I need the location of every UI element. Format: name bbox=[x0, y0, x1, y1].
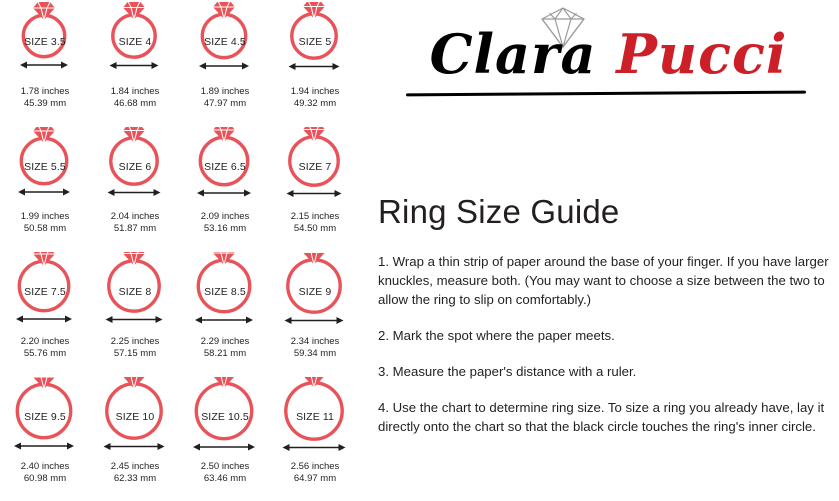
ring-measurement-mm: 49.32 mm bbox=[293, 97, 337, 109]
ring-measurement-mm: 50.58 mm bbox=[23, 222, 67, 234]
ring-size-cell bbox=[180, 0, 270, 125]
ring-measurement-mm: 53.16 mm bbox=[203, 222, 247, 234]
ring-size-cell bbox=[90, 250, 180, 375]
ring-size-label: SIZE 3.5 bbox=[24, 36, 66, 48]
ring-measurement-inches: 1.99 inches bbox=[20, 211, 70, 222]
ring-size-label: SIZE 10 bbox=[115, 411, 155, 423]
ring-measurement-inches: 2.15 inches bbox=[290, 211, 340, 222]
brand-logo bbox=[378, 4, 839, 99]
brand-name-first: Clara bbox=[429, 22, 597, 86]
ring-measurement-inches: 2.56 inches bbox=[290, 461, 340, 472]
logo-underline bbox=[406, 91, 806, 97]
ring-size-cell bbox=[180, 375, 270, 500]
instruction-step: 1. Wrap a thin strip of paper around the base of your finger. If you have larger knuckles, measure both. (You may want to choose a size between the two to allow the ring to slip on comfortably.) bbox=[378, 254, 829, 307]
ring-measurement-inches: 2.34 inches bbox=[290, 336, 340, 347]
ring-size-label: SIZE 9.5 bbox=[24, 411, 66, 423]
ring-illustration bbox=[90, 250, 180, 328]
ring-illustration bbox=[180, 125, 270, 203]
ring-measurement-mm: 58.21 mm bbox=[203, 347, 247, 359]
page-title: Ring Size Guide bbox=[378, 193, 620, 230]
ring-illustration bbox=[0, 125, 90, 203]
ring-measurement-inches: 1.89 inches bbox=[200, 86, 250, 97]
ring-measurement bbox=[180, 336, 270, 359]
ring-size-cell bbox=[180, 250, 270, 375]
ring-measurement bbox=[180, 211, 270, 234]
ring-size-label: SIZE 7.5 bbox=[24, 286, 66, 298]
ring-size-cell bbox=[90, 375, 180, 500]
ring-size-label: SIZE 4.5 bbox=[204, 36, 246, 48]
ring-size-chart bbox=[0, 0, 360, 501]
ring-measurement bbox=[0, 211, 90, 234]
ring-illustration bbox=[0, 375, 90, 453]
ring-size-label: SIZE 11 bbox=[296, 411, 334, 423]
ring-size-label: SIZE 4 bbox=[118, 36, 152, 48]
ring-measurement-inches: 2.20 inches bbox=[20, 336, 70, 347]
brand-name-second: Pucci bbox=[616, 22, 788, 86]
ring-measurement-mm: 57.15 mm bbox=[113, 347, 157, 359]
ring-measurement-mm: 55.76 mm bbox=[23, 347, 67, 359]
ring-measurement-mm: 54.50 mm bbox=[293, 222, 337, 234]
instruction-step: 3. Measure the paper's distance with a ruler. bbox=[378, 364, 637, 379]
ring-measurement bbox=[90, 86, 180, 109]
ring-size-label: SIZE 6 bbox=[118, 161, 152, 173]
instruction-step: 2. Mark the spot where the paper meets. bbox=[378, 328, 615, 343]
ring-measurement-inches: 1.94 inches bbox=[290, 86, 340, 97]
ring-measurement-mm: 47.97 mm bbox=[203, 97, 247, 109]
ring-size-cell bbox=[0, 0, 90, 125]
ring-illustration bbox=[270, 375, 360, 453]
ring-size-label: SIZE 8 bbox=[118, 286, 152, 298]
ring-measurement-mm: 51.87 mm bbox=[113, 222, 157, 234]
ring-illustration bbox=[180, 0, 270, 78]
ring-size-cell bbox=[0, 250, 90, 375]
ring-size-label: SIZE 8.5 bbox=[204, 286, 246, 298]
ring-measurement-mm: 62.33 mm bbox=[113, 472, 157, 484]
ring-illustration bbox=[180, 250, 270, 328]
ring-measurement-inches: 2.25 inches bbox=[110, 336, 160, 347]
ring-illustration bbox=[0, 0, 90, 78]
brand-name bbox=[378, 22, 839, 86]
ring-measurement bbox=[270, 86, 360, 109]
ring-size-cell bbox=[270, 125, 360, 250]
ring-measurement bbox=[180, 461, 270, 484]
ring-size-cell bbox=[0, 125, 90, 250]
ring-measurement-inches: 2.04 inches bbox=[110, 211, 160, 222]
ring-measurement-inches: 2.45 inches bbox=[110, 461, 160, 472]
ring-illustration bbox=[90, 125, 180, 203]
ring-measurement bbox=[0, 86, 90, 109]
instruction-step: 4. Use the chart to determine ring size. To size a ring you already have, lay it directly onto the chart so that the black circle touches the ring's inner circle. bbox=[378, 400, 825, 434]
ring-size-cell bbox=[270, 375, 360, 500]
ring-size-label: SIZE 5 bbox=[298, 36, 332, 48]
ring-illustration bbox=[270, 125, 360, 203]
ring-measurement bbox=[90, 336, 180, 359]
ring-measurement-mm: 45.39 mm bbox=[23, 97, 67, 109]
ring-size-cell bbox=[90, 125, 180, 250]
ring-measurement-mm: 46.68 mm bbox=[113, 97, 157, 109]
ring-measurement-inches: 2.09 inches bbox=[200, 211, 250, 222]
ring-measurement bbox=[270, 336, 360, 359]
ring-size-label: SIZE 6.5 bbox=[204, 161, 246, 173]
ring-illustration bbox=[90, 0, 180, 78]
ring-illustration bbox=[270, 250, 360, 328]
ring-measurement-inches: 1.84 inches bbox=[110, 86, 160, 97]
ring-size-label: SIZE 7 bbox=[298, 161, 332, 173]
instruction-list bbox=[378, 252, 833, 453]
ring-size-cell bbox=[270, 250, 360, 375]
ring-measurement bbox=[180, 86, 270, 109]
ring-measurement-inches: 2.40 inches bbox=[20, 461, 70, 472]
ring-size-cell bbox=[0, 375, 90, 500]
ring-illustration bbox=[90, 375, 180, 453]
ring-size-cell bbox=[90, 0, 180, 125]
ring-size-label: SIZE 10.5 bbox=[201, 411, 249, 423]
ring-measurement bbox=[270, 211, 360, 234]
ring-measurement-mm: 63.46 mm bbox=[203, 472, 247, 484]
ring-illustration bbox=[270, 0, 360, 78]
ring-illustration bbox=[180, 375, 270, 453]
ring-measurement-mm: 60.98 mm bbox=[23, 472, 67, 484]
ring-measurement bbox=[0, 461, 90, 484]
ring-measurement bbox=[0, 336, 90, 359]
ring-measurement bbox=[90, 461, 180, 484]
ring-size-label: SIZE 9 bbox=[298, 286, 332, 298]
ring-measurement-inches: 2.50 inches bbox=[200, 461, 250, 472]
ring-illustration bbox=[0, 250, 90, 328]
ring-measurement bbox=[270, 461, 360, 484]
ring-size-cell bbox=[180, 125, 270, 250]
ring-size-label: SIZE 5.5 bbox=[24, 161, 66, 173]
ring-measurement bbox=[90, 211, 180, 234]
ring-measurement-inches: 1.78 inches bbox=[20, 86, 70, 97]
ring-measurement-mm: 59.34 mm bbox=[293, 347, 337, 359]
guide-panel bbox=[368, 0, 839, 501]
ring-measurement-mm: 64.97 mm bbox=[293, 472, 337, 484]
ring-size-cell bbox=[270, 0, 360, 125]
ring-measurement-inches: 2.29 inches bbox=[200, 336, 250, 347]
